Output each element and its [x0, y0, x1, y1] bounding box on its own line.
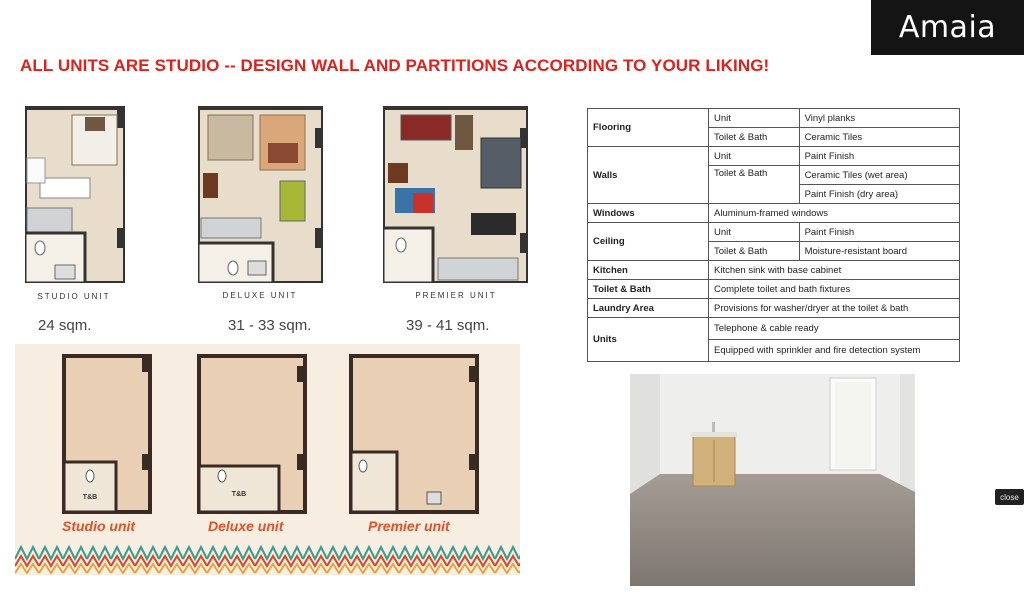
- tribal-pattern-border: [15, 544, 520, 575]
- close-button[interactable]: close: [995, 489, 1024, 505]
- studio-unit-size: 24 sqm.: [38, 317, 92, 334]
- flooring-unit-label: Unit: [709, 109, 800, 128]
- ceiling-category: Ceiling: [588, 223, 709, 261]
- table-row: [588, 109, 960, 128]
- premier-unit-size: 39 - 41 sqm.: [406, 317, 490, 334]
- table-row: [588, 280, 960, 299]
- empty-plans-banner: [15, 344, 520, 575]
- studio-floor-plan: [25, 103, 125, 283]
- walls-tb-value-dry: Paint Finish (dry area): [799, 185, 959, 204]
- amaia-logo: Amaia: [871, 0, 1024, 55]
- premier-floor-plan: [383, 103, 528, 283]
- deluxe-unit-size: 31 - 33 sqm.: [228, 317, 312, 334]
- page-headline: ALL UNITS ARE STUDIO -- DESIGN WALL AND PARTITIONS ACCORDING TO YOUR LIKING!: [20, 56, 770, 75]
- ceiling-unit-value: Paint Finish: [799, 223, 959, 242]
- kitchen-value: Kitchen sink with base cabinet: [709, 261, 960, 280]
- studio-tb-mark: T&B: [82, 494, 98, 501]
- table-row: [588, 299, 960, 318]
- studio-empty-plan: [62, 354, 152, 514]
- table-row: [588, 223, 960, 242]
- premier-empty-plan: [349, 354, 479, 514]
- table-row: [588, 147, 960, 166]
- toilet-bath-category: Toilet & Bath: [588, 280, 709, 299]
- flooring-tb-label: Toilet & Bath: [709, 128, 800, 147]
- walls-unit-value: Paint Finish: [799, 147, 959, 166]
- premier-unit-banner-name: Premier unit: [368, 518, 450, 534]
- premier-unit-label: PREMIER UNIT: [415, 291, 497, 300]
- units-value-sprinkler: Equipped with sprinkler and fire detection system: [709, 340, 960, 362]
- deluxe-unit-banner-name: Deluxe unit: [208, 518, 284, 534]
- walls-unit-label: Unit: [709, 147, 800, 166]
- flooring-unit-value: Vinyl planks: [799, 109, 959, 128]
- flooring-tb-value: Ceramic Tiles: [799, 128, 959, 147]
- deluxe-floor-plan: [198, 103, 323, 283]
- walls-tb-label: Toilet & Bath: [709, 166, 800, 204]
- kitchen-category: Kitchen: [588, 261, 709, 280]
- units-value-telephone: Telephone & cable ready: [709, 318, 960, 340]
- ceiling-unit-label: Unit: [709, 223, 800, 242]
- empty-unit-interior-photo: [630, 374, 915, 586]
- units-category: Units: [588, 318, 709, 362]
- laundry-value: Provisions for washer/dryer at the toilet & bath: [709, 299, 960, 318]
- table-row: [588, 204, 960, 223]
- walls-tb-value-wet: Ceramic Tiles (wet area): [799, 166, 959, 185]
- unit-specifications-table: [587, 108, 960, 362]
- ceiling-tb-label: Toilet & Bath: [709, 242, 800, 261]
- deluxe-unit-label: DELUXE UNIT: [222, 291, 298, 300]
- studio-unit-banner-name: Studio unit: [62, 518, 136, 534]
- table-row: [588, 261, 960, 280]
- ceiling-tb-value: Moisture-resistant board: [799, 242, 959, 261]
- toilet-bath-value: Complete toilet and bath fixtures: [709, 280, 960, 299]
- deluxe-empty-plan: [197, 354, 307, 514]
- flooring-category: Flooring: [588, 109, 709, 147]
- deluxe-tb-mark: T&B: [231, 491, 247, 498]
- windows-value: Aluminum-framed windows: [709, 204, 960, 223]
- table-row: [588, 318, 960, 340]
- walls-category: Walls: [588, 147, 709, 204]
- windows-category: Windows: [588, 204, 709, 223]
- studio-unit-label: STUDIO UNIT: [37, 292, 111, 301]
- laundry-category: Laundry Area: [588, 299, 709, 318]
